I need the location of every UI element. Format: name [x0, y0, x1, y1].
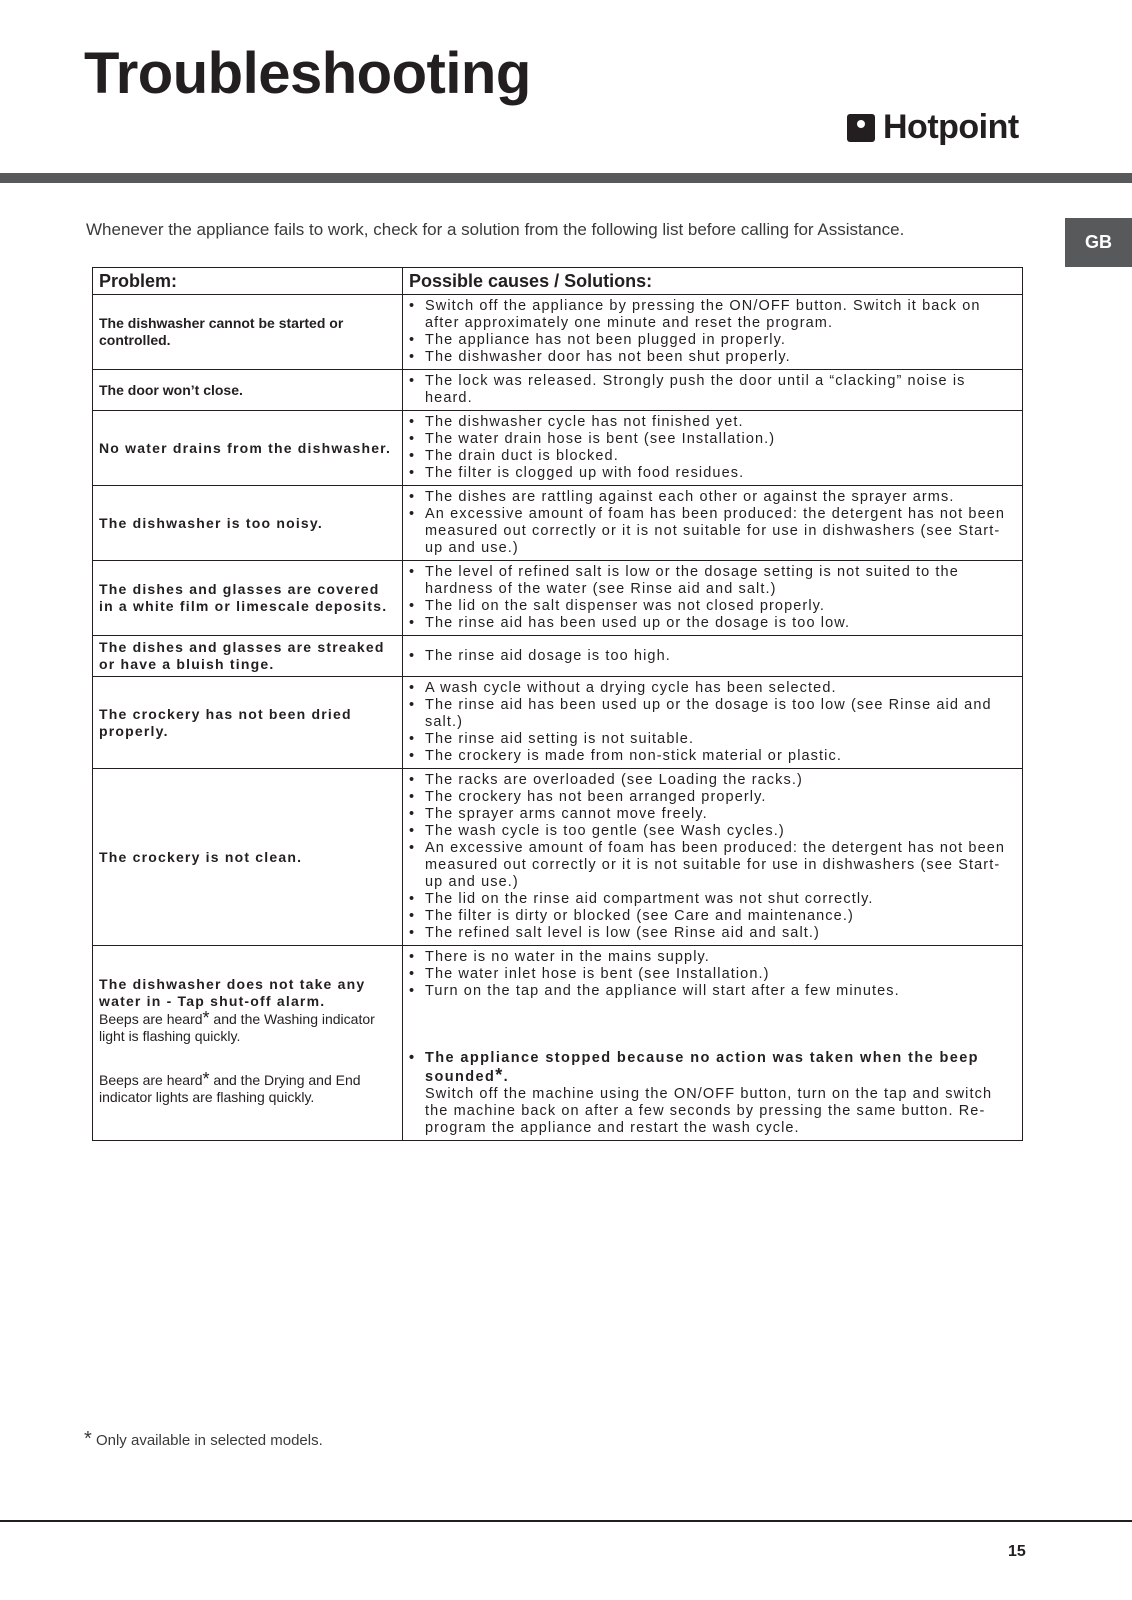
table-row	[93, 486, 1023, 561]
solution-item: • Switch off the appliance by pressing the ON/OFF button. Switch it back on after approximately one minute and reset the program.	[409, 298, 1016, 332]
solution-item: • The lid on the salt dispenser was not closed properly.	[409, 598, 1016, 615]
problem-cell: The dishes and glasses are covered in a white film or limescale deposits.	[93, 561, 403, 636]
problem-column-header: Problem:	[93, 268, 403, 295]
note-text: Beeps are heard	[99, 1011, 203, 1027]
asterisk-mark: *	[495, 1065, 504, 1085]
solution-item: • There is no water in the mains supply.	[409, 949, 1016, 966]
table-row	[93, 561, 1023, 636]
solutions-cell	[403, 370, 1023, 411]
solution-item: • The dishwasher door has not been shut properly.	[409, 349, 1016, 366]
table-row	[93, 677, 1023, 769]
asterisk-mark: *	[202, 1008, 210, 1028]
solutions-cell	[403, 561, 1023, 636]
table-row	[93, 295, 1023, 370]
solution-item: • The dishes are rattling against each other or against the sprayer arms.	[409, 489, 1016, 506]
solution-list	[409, 564, 1016, 632]
problem-title: The dishwasher does not take any water in - Tap shut-off alarm.	[99, 976, 366, 1009]
table-row	[93, 636, 1023, 677]
solution-item: • A wash cycle without a drying cycle has been selected.	[409, 680, 1016, 697]
problem-cell: The dishwasher is too noisy.	[93, 486, 403, 561]
solution-item: • The crockery has not been arranged properly.	[409, 789, 1016, 806]
solution-item: • The crockery is made from non-stick material or plastic.	[409, 748, 1016, 765]
table-row	[93, 946, 1023, 1141]
footnote-asterisk: *	[84, 1428, 92, 1450]
solution-item: • The lock was released. Strongly push the door until a “clacking” noise is heard.	[409, 373, 1016, 407]
problem-cell: The crockery is not clean.	[93, 769, 403, 946]
solution-list	[409, 648, 1016, 665]
note-text: and the Drying and End indicator lights are flashing quickly.	[99, 1072, 361, 1105]
solution-item: • The level of refined salt is low or the dosage setting is not suited to the hardness of the water (see Rinse aid and salt.)	[409, 564, 1016, 598]
solutions-column-header: Possible causes / Solutions:	[403, 268, 1023, 295]
intro-text: Whenever the appliance fails to work, check for a solution from the following list before calling for Assistance.	[86, 220, 905, 239]
solution-list	[409, 373, 1016, 407]
beep-heading-text: The appliance stopped because no action was taken when the beep sounded	[425, 1050, 979, 1085]
problem-cell: The dishes and glasses are streaked or have a bluish tinge.	[93, 636, 403, 677]
solutions-cell	[403, 411, 1023, 486]
note-text: and the Washing indicator light is flashing quickly.	[99, 1011, 375, 1044]
solution-item: • The filter is dirty or blocked (see Care and maintenance.)	[409, 908, 1016, 925]
beep-heading	[409, 1050, 1016, 1086]
header-divider	[0, 173, 1132, 183]
solution-list	[409, 772, 1016, 942]
solution-list	[409, 489, 1016, 557]
problem-cell: No water drains from the dishwasher.	[93, 411, 403, 486]
brand-logo	[847, 108, 1019, 147]
table-header-row	[93, 268, 1023, 295]
solution-item: • The sprayer arms cannot move freely.	[409, 806, 1016, 823]
footnote	[84, 1428, 323, 1451]
solution-item: • The lid on the rinse aid compartment was not shut correctly.	[409, 891, 1016, 908]
solutions-cell	[403, 769, 1023, 946]
note-text: Beeps are heard	[99, 1072, 203, 1088]
solution-item: • The refined salt level is low (see Rinse aid and salt.)	[409, 925, 1016, 942]
solution-item: • An excessive amount of foam has been produced: the detergent has not been measured out correctly or it is not suitable for use in dishwashers (see Start-up and use.)	[409, 506, 1016, 557]
problem-cell	[93, 946, 403, 1141]
troubleshooting-table	[92, 267, 1023, 1141]
solutions-cell	[403, 636, 1023, 677]
beep-solution-list	[409, 1050, 1016, 1086]
page-title: Troubleshooting	[84, 41, 531, 106]
footer-divider	[0, 1520, 1132, 1522]
brand-name: Hotpoint	[883, 108, 1019, 146]
beep-instructions: Switch off the machine using the ON/OFF button, turn on the tap and switch the machine back on after a few seconds by pressing the same button. Re-program the appliance and restart the wash cycle.	[425, 1086, 993, 1136]
solutions-cell	[403, 486, 1023, 561]
solutions-cell	[403, 677, 1023, 769]
asterisk-mark: *	[202, 1069, 210, 1089]
solution-item: • The rinse aid has been used up or the dosage is too low (see Rinse aid and salt.)	[409, 697, 1016, 731]
solution-item: • The dishwasher cycle has not finished yet.	[409, 414, 1016, 431]
solution-item: • The drain duct is blocked.	[409, 448, 1016, 465]
solution-item: • An excessive amount of foam has been produced: the detergent has not been measured out correctly or it is not suitable for use in dishwashers (see Start-up and use.)	[409, 840, 1016, 891]
solution-list	[409, 949, 1016, 1000]
table-row	[93, 769, 1023, 946]
problem-cell: The dishwasher cannot be started or controlled.	[93, 295, 403, 370]
problem-cell: The door won’t close.	[93, 370, 403, 411]
solution-list	[409, 414, 1016, 482]
footnote-text: Only available in selected models.	[91, 1432, 323, 1449]
solution-item: • The racks are overloaded (see Loading the racks.)	[409, 772, 1016, 789]
solution-item: • The water drain hose is bent (see Installation.)	[409, 431, 1016, 448]
solution-item: • The filter is clogged up with food residues.	[409, 465, 1016, 482]
solutions-cell	[403, 295, 1023, 370]
page-number: 15	[1008, 1543, 1026, 1560]
drying-indicator-note	[99, 1071, 396, 1106]
solution-item: • Turn on the tap and the appliance will start after a few minutes.	[409, 983, 1016, 1000]
solution-item: • The rinse aid dosage is too high.	[409, 648, 1016, 665]
hotpoint-logo-icon	[847, 114, 875, 142]
table-row	[93, 370, 1023, 411]
solution-item: • The rinse aid setting is not suitable.	[409, 731, 1016, 748]
problem-cell: The crockery has not been dried properly.	[93, 677, 403, 769]
solution-list	[409, 680, 1016, 765]
solutions-cell	[403, 946, 1023, 1141]
washing-indicator-note	[99, 1010, 396, 1045]
solution-item: • The water inlet hose is bent (see Installation.)	[409, 966, 1016, 983]
solution-list	[409, 298, 1016, 366]
table-row	[93, 411, 1023, 486]
beep-heading-end: .	[503, 1069, 510, 1085]
solution-item: • The rinse aid has been used up or the dosage is too low.	[409, 615, 1016, 632]
solution-item: • The wash cycle is too gentle (see Wash cycles.)	[409, 823, 1016, 840]
solution-item: • The appliance has not been plugged in properly.	[409, 332, 1016, 349]
language-tab: GB	[1065, 218, 1132, 267]
